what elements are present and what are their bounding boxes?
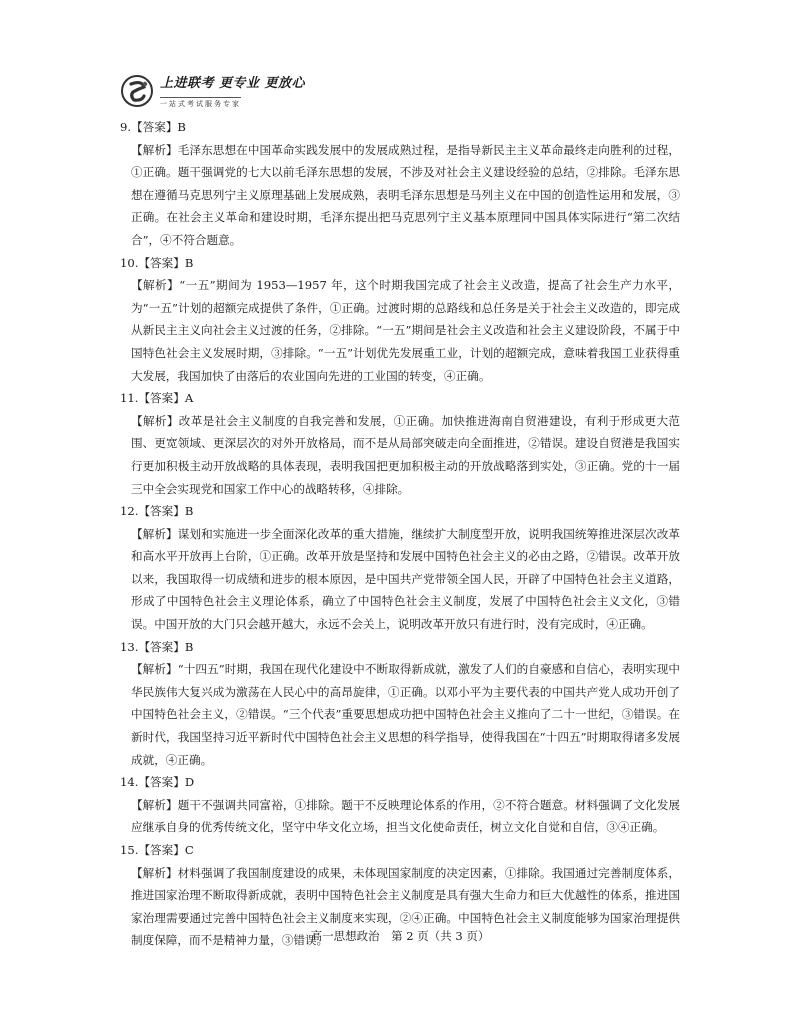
- question-10: [120, 252, 680, 388]
- explanation-text: 【解析】材料强调了我国制度建设的成果，未体现国家制度的决定因素，①排除。我国通过完善制度体系，推进国家治理不断取得新成就，表明中国特色社会主义制度是具有强大生命力和巨大优越性的体系，推进国家治理需要通过完善中国特色社会主义制度来实现，②④正确。中国特色社会主义制度能够为国家治理提供制度保障，而不是精神力量，③错误。: [131, 865, 680, 948]
- brand-logo-icon: [120, 74, 154, 108]
- explanation-text: 【解析】谋划和实施进一步全面深化改革的重大措施，继续扩大制度型开放，说明我国统筹推进深层次改革和高水平开放再上台阶，①正确。改革开放是坚持和发展中国特色社会主义的必由之路，②错误。改革开放以来，我国取得一切成绩和进步的根本原因，是中国共产党带领全国人民，开辟了中国特色社会主义道路，形成了中国特色社会主义理论体系，确立了中国特色社会主义制度，发展了中国特色社会主义文化，③错误。中国开放的大门只会越开越大，永远不会关上，说明改革开放只有进行时，没有完成时，④正确。: [131, 526, 680, 632]
- question-14: [120, 771, 680, 839]
- answer-heading: 15.【答案】C: [120, 843, 194, 857]
- brand-tagline: 一站式考试服务专家: [160, 97, 241, 109]
- question-9: [120, 116, 680, 252]
- brand-slogan: 上进联考 更专业 更放心: [160, 76, 306, 91]
- answer-heading: 13.【答案】B: [120, 639, 194, 654]
- explanation-text: 【解析】改革是社会主义制度的自我完善和发展，①正确。加快推进海南自贸港建设，有利于形成更大范围、更宽领域、更深层次的对外开放格局，而不是从局部突破走向全面推进，②错误。建设自贸港是我国实行更加积极主动开放战略的具体表现，表明我国把更加积极主动的开放战略落到实处，③正确。党的十一届三中全会实现党和国家工作中心的战略转移，④排除。: [131, 413, 680, 496]
- explanation-text: 【解析】“十四五”时期，我国在现代化建设中不断取得新成就，激发了人们的自豪感和自信心，表明实现中华民族伟大复兴成为激荡在人民心中的高昂旋律，①正确。以邓小平为主要代表的中国共产党人成功开创了中国特色社会主义，②错误。“三个代表”重要思想成功把中国特色社会主义推向了二十一世纪，③错误。在新时代，我国坚持习近平新时代中国特色社会主义思想的科学指导，使得我国在“十四五”时期取得诸多发展成就，④正确。: [131, 662, 680, 767]
- header: [120, 72, 305, 110]
- answer-heading: 11.【答案】A: [120, 391, 194, 406]
- answer-heading: 12.【答案】B: [120, 504, 194, 519]
- explanation-text: 【解析】毛泽东思想在中国革命实践发展中的发展成熟过程，是指导新民主主义革命最终走向胜利的过程，①正确。题干强调党的七大以前毛泽东思想的发展，不涉及对社会主义建设经验的总结，②排除。毛泽东思想在遵循马克思列宁主义原理基础上发展成熟，表明毛泽东思想是马列主义在中国的创造性运用和发展，③正确。在社会主义革命和建设时期，毛泽东提出把马克思列宁主义基本原理同中国具体实际进行“第二次结合”，④不符合题意。: [131, 142, 680, 247]
- brand: [160, 72, 305, 110]
- answer-list: [120, 116, 680, 952]
- explanation-text: 【解析】题干不强调共同富裕，①排除。题干不反映理论体系的作用，②不符合题意。材料强调了文化发展应继承自身的优秀传统文化，坚守中华文化立场，担当文化使命责任，树立文化自觉和自信，③④正确。: [131, 797, 680, 835]
- question-11: [120, 387, 680, 500]
- answer-heading: 9.【答案】B: [120, 120, 186, 134]
- question-12: [120, 500, 680, 636]
- question-13: [120, 636, 680, 772]
- explanation-text: 【解析】“一五”期间为 1953—1957 年，这个时期我国完成了社会主义改造，提高了社会生产力水平，为“一五”计划的超额完成提供了条件，①正确。过渡时期的总路线和总任务是关于社会主义改造的，即完成从新民主主义向社会主义过渡的任务，②排除。“一五”期间是社会主义改造和社会主义建设阶段，不属于中国特色社会主义发展时期，③排除。“一五”计划优先发展重工业，计划的超额完成，意味着我国工业获得重大发展，我国加快了由落后的农业国向先进的工业国的转变，④正确。: [131, 278, 680, 383]
- page-footer: 高一思想政治 第 2 页（共 3 页）: [310, 929, 490, 943]
- answer-heading: 10.【答案】B: [120, 255, 194, 270]
- answer-heading: 14.【答案】D: [120, 775, 195, 790]
